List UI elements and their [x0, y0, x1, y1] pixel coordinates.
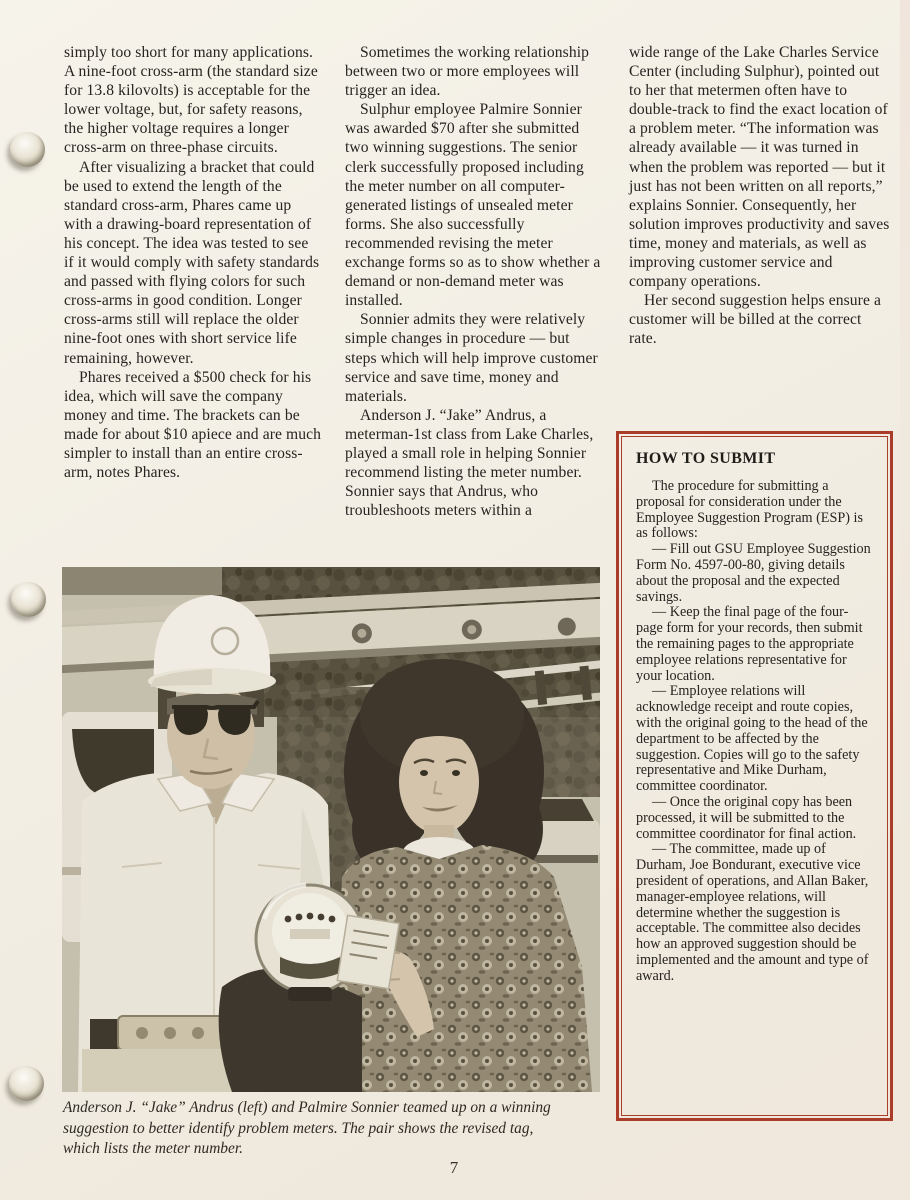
paragraph: simply too short for many applications. A nine-foot cross-arm (the standard size for 13.8 kilovolts) is acceptable for the lower voltage, but, for safety reasons, the higher voltage requires a longer cross-arm on three-phase circuits. [64, 44, 318, 157]
body-column-3 [629, 43, 893, 349]
submit-box-item: — The committee, made up of Durham, Joe Bondurant, executive vice president of operations, and Allan Baker, manager-employee relations, will determine whether the suggestion is acceptable. The committee also decides how an approved suggestion should be implemented and the amount and type of award. [636, 841, 869, 984]
sepia-tint [62, 567, 600, 1092]
paragraph: Sulphur employee Palmire Sonnier was awarded $70 after she submitted two winning suggestions. The senior clerk successfully proposed including the meter number on all computer-generated listings of unsealed meter forms. She also successfully recommended revising the meter exchange forms so as to show whether a demand or non-demand meter was installed. [345, 101, 601, 310]
paragraph: Sonnier admits they were relatively simple changes in procedure — but steps which will help improve customer service and save time, money and materials. [345, 311, 598, 405]
submit-box-item: — Employee relations will acknowledge receipt and route copies, with the original going to the head of the department to be affected by the suggestion. Copies will go to the safety representative and Mike Durham, committee coordinator. [636, 683, 868, 795]
submit-box-item: — Keep the final page of the four-page form for your records, then submit the remaining pages to the appropriate employee relations representative for your location. [636, 604, 863, 684]
paragraph: Sometimes the working relationship between two or more employees will trigger an idea. [345, 44, 590, 100]
photo [62, 567, 600, 1092]
page-number: 7 [449, 1158, 459, 1177]
paragraph: After visualizing a bracket that could be used to extend the length of the standard cross-arm, Phares came up with a drawing-board representation of his concept. The idea was tested to see if it would comply with safety standards and passed with flying colors for such cross-arms in good condition. Longer cross-arms still will replace the older nine-foot ones with short service life remaining, however. [64, 158, 320, 367]
punch-hole [11, 582, 46, 617]
body-column-1 [64, 43, 322, 482]
punch-hole [9, 1066, 44, 1101]
paragraph: Anderson J. “Jake” Andrus, a meterman-1st class from Lake Charles, played a small role in helping Sonnier recommend listing the meter number. Sonnier says that Andrus, who troubleshoots meters within a [345, 406, 594, 520]
submit-box-item: — Once the original copy has been processed, it will be submitted to the committee coordinator for final action. [636, 793, 857, 842]
submit-box-inner [621, 436, 888, 1116]
submit-box [616, 431, 893, 1121]
scan-edge [900, 0, 910, 1200]
submit-box-item: — Fill out GSU Employee Suggestion Form No. 4597-00-80, giving details about the proposal and the expected savings. [636, 541, 871, 605]
paragraph: Phares received a $500 check for his idea, which will save the company money and time. The brackets can be made for about $10 apiece and are much simpler to install than an entire cross-arm, notes Phares. [64, 368, 322, 482]
punch-hole [10, 132, 45, 167]
paragraph: Her second suggestion helps ensure a customer will be billed at the correct rate. [629, 292, 882, 348]
paragraph: wide range of the Lake Charles Service Center (including Sulphur), pointed out to her that metermen often have to double-track to find the exact location of a problem meter. “The information was already available — it was turned in when the problem was reported — but it just has not been written on all reports,” explains Sonnier. Consequently, her solution improves productivity and saves time, money and materials, as well as improving customer service and company operations. [629, 44, 890, 291]
photo-caption-text: Anderson J. “Jake” Andrus (left) and Palmire Sonnier teamed up on a winning suggestion to better identify problem meters. The pair shows the revised tag, which lists the meter number. [63, 1099, 551, 1158]
submit-box-intro: The procedure for submitting a proposal for consideration under the Employee Suggestion Program (ESP) is as follows: [636, 478, 863, 542]
body-column-2 [345, 43, 603, 520]
submit-box-body [636, 479, 875, 985]
photo-caption [63, 1098, 565, 1160]
submit-box-heading: HOW TO SUBMIT [636, 450, 776, 467]
